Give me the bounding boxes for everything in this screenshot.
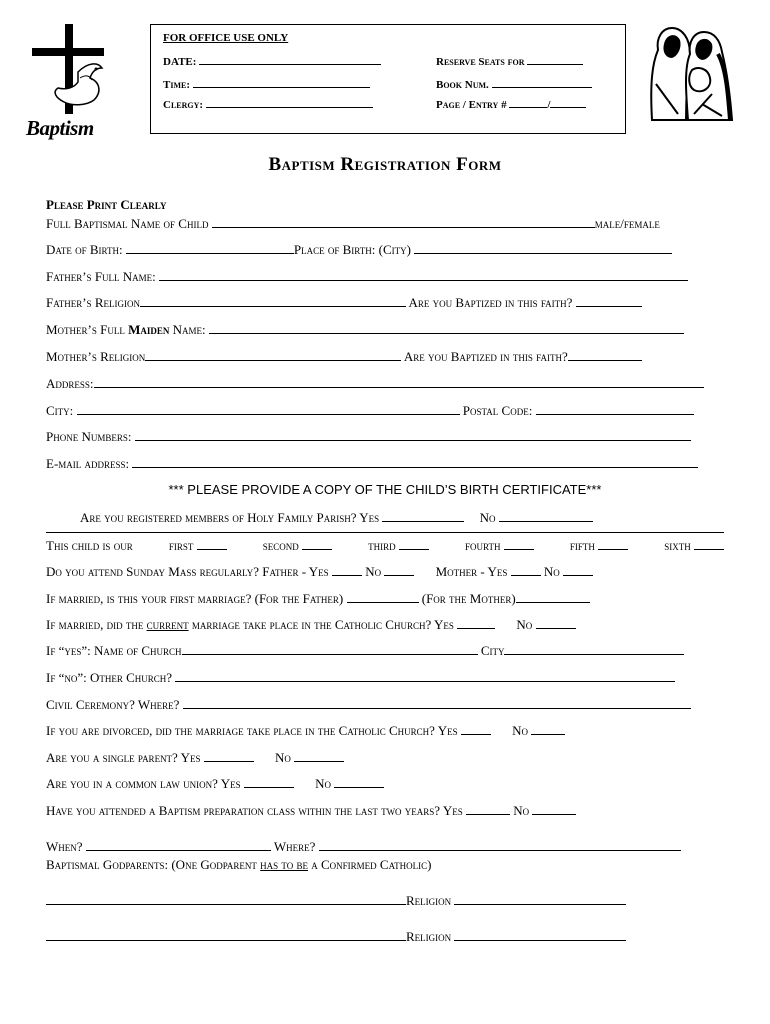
godparents-heading: Baptismal Godparents: (One Godparent has to be a Confirmed Catholic) [46,857,432,872]
civil-ceremony-field[interactable]: Civil Ceremony? Where? [46,697,691,713]
godparent-1-field[interactable]: Religion [46,893,626,909]
child-order-question[interactable]: This child is our first second third fourth fifth sixth [46,538,724,554]
birth-field[interactable]: Date of Birth: Place of Birth: (City) [46,242,672,258]
when-where-field[interactable]: When? Where? [46,839,681,855]
common-law-question[interactable]: Are you in a common law union? Yes No [46,776,384,792]
divorced-question[interactable]: If you are divorced, did the marriage take place in the Catholic Church? Yes No [46,723,565,739]
mother-name-field[interactable]: Mother’s Full Maiden Name: [46,322,684,338]
holy-family-icon [642,24,737,124]
office-date-field[interactable]: DATE: [163,55,381,68]
church-name-field[interactable]: If “yes”: Name of Church City [46,643,684,659]
office-page-field[interactable]: Page / Entry # / [436,98,586,111]
father-name-field[interactable]: Father’s Full Name: [46,269,688,285]
office-book-field[interactable]: Book Num. [436,78,592,91]
child-name-field[interactable]: Full Baptismal Name of Child male/female [46,216,660,231]
office-use-box [150,24,626,134]
office-time-field[interactable]: Time: [163,78,370,91]
mother-religion-field[interactable]: Mother’s Religion Are you Baptized in this faith? [46,349,642,365]
address-field[interactable]: Address: [46,376,704,392]
section-divider [46,532,724,533]
registered-question[interactable]: Are you registered members of Holy Family Parish? Yes No [80,510,593,526]
city-postal-field[interactable]: City: Postal Code: [46,403,694,419]
baptism-logo [28,22,118,142]
page-title: Baptism Registration Form [268,154,502,175]
phone-field[interactable]: Phone Numbers: [46,429,691,445]
logo-caption: Baptism [26,116,94,140]
father-religion-field[interactable]: Father’s Religion Are you Baptized in this faith? [46,295,642,311]
godparent-2-field[interactable]: Religion [46,929,626,945]
office-reserve-field[interactable]: Reserve Seats for [436,55,583,68]
print-clearly-heading: Please Print Clearly [46,197,167,212]
prep-class-question[interactable]: Have you attended a Baptism preparation class within the last two years? Yes No [46,803,576,819]
holy-family-illustration [642,24,737,124]
office-clergy-field[interactable]: Clergy: [163,98,373,111]
single-parent-question[interactable]: Are you a single parent? Yes No [46,750,344,766]
birth-certificate-notice: *** PLEASE PROVIDE A COPY OF THE CHILD’S BIRTH CERTIFICATE*** [168,482,602,497]
mass-question[interactable]: Do you attend Sunday Mass regularly? Father - Yes No Mother - Yes No [46,564,593,580]
email-field[interactable]: E-mail address: [46,456,698,472]
current-marriage-question[interactable]: If married, did the current marriage take place in the Catholic Church? Yes No [46,617,576,633]
other-church-field[interactable]: If “no”: Other Church? [46,670,675,686]
first-marriage-question[interactable]: If married, is this your first marriage? (For the Father) (For the Mother) [46,591,590,607]
office-heading: FOR OFFICE USE ONLY [163,32,289,44]
cross-dove-icon [28,22,118,122]
